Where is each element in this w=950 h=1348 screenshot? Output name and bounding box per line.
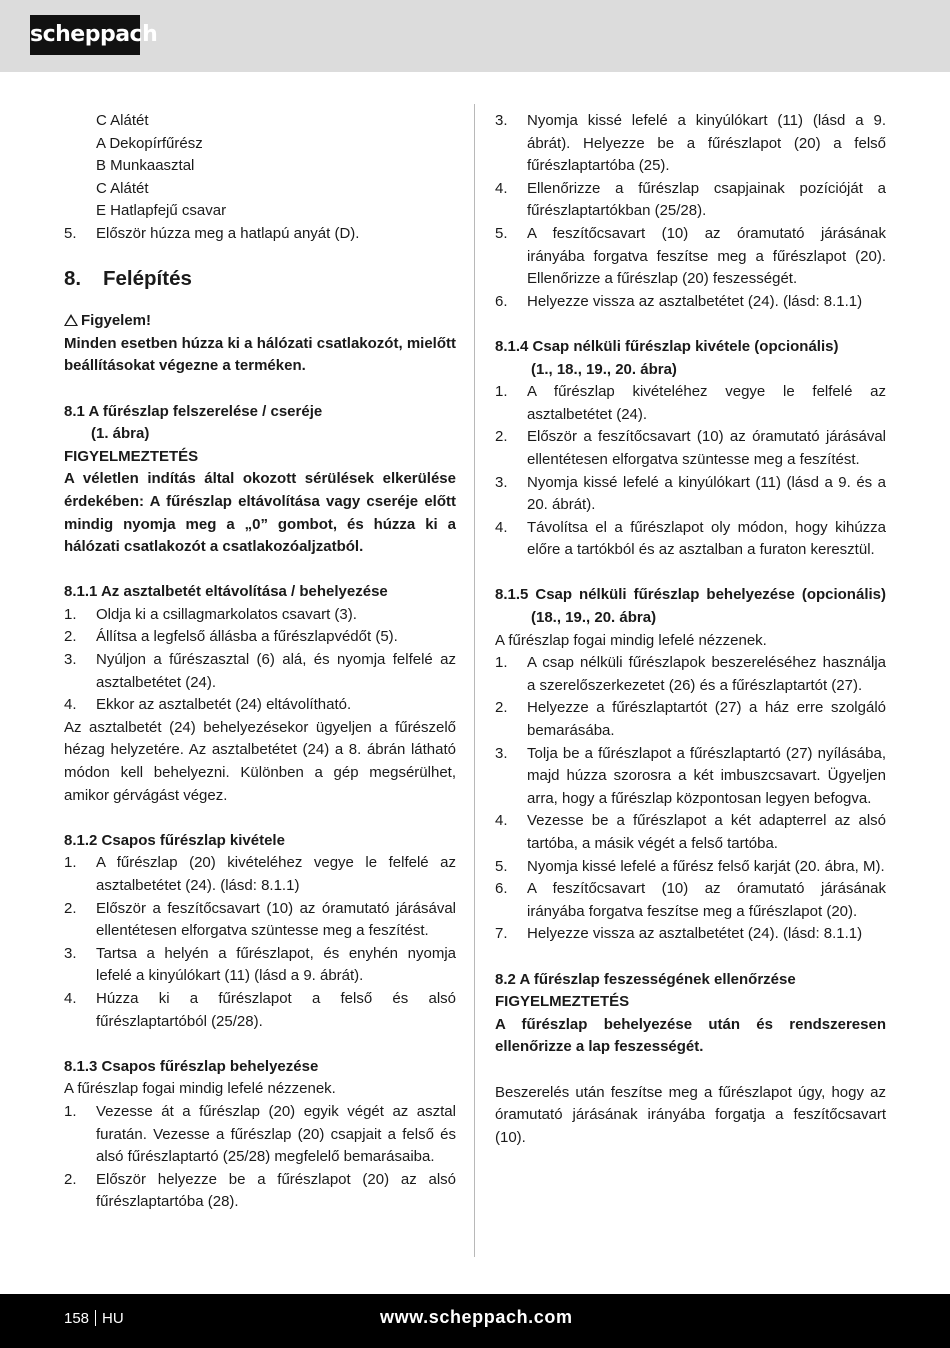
list-text: Ekkor az asztalbetét (24) eltávolítható.	[96, 696, 352, 714]
list-text: Először húzza meg a hatlapú anyát (D).	[96, 224, 360, 242]
list-text: Először a feszítőcsavart (10) az óramutató járásával ellentétesen elforgatva szüntesse meg a feszítést.	[96, 899, 456, 940]
page-header	[0, 0, 950, 72]
list-item	[64, 898, 456, 943]
parts-list-item: A Dekopírfűrész	[96, 134, 203, 152]
page-number	[64, 1310, 124, 1327]
separator	[95, 1310, 96, 1326]
list-text: Oldja ki a csillagmarkolatos csavart (3).	[96, 605, 357, 623]
list-number: 4.	[64, 989, 77, 1007]
list-number: 1.	[64, 1102, 77, 1120]
attention-text: Minden esetben húzza ki a hálózati csatlakozót, mielőtt beállításokat végezne a terméken.	[64, 334, 456, 375]
list-item	[495, 810, 886, 855]
subsection-title-cont: (1. ábra)	[91, 425, 150, 443]
list-text: Helyezze vissza az asztalbetétet (24). (lásd: 8.1.1)	[527, 925, 863, 943]
subsection-title: 8.2 A fűrészlap feszességének ellenőrzése	[495, 970, 796, 988]
list-item	[495, 743, 886, 811]
list-item	[64, 626, 456, 649]
list-item	[495, 697, 886, 742]
parts-list-item: C Alátét	[96, 112, 149, 129]
list-number: 6.	[495, 880, 508, 898]
list-number: 1.	[495, 654, 508, 672]
subsection-title: 8.1.1 Az asztalbetét eltávolítása / behelyezése	[64, 583, 388, 601]
list-number: 4.	[495, 518, 508, 536]
paragraph: Beszerelés után feszítse meg a fűrészlapot úgy, hogy az óramutató járásának irányába forgatja a feszítőcsavart (10).	[495, 1083, 886, 1146]
list-item	[64, 1101, 456, 1169]
list-item	[64, 852, 456, 897]
subsection-title: 8.1.4 Csap nélküli fűrészlap kivétele (opcionális)	[495, 337, 839, 355]
scheppach-logo: scheppach	[30, 15, 140, 55]
list-item	[495, 923, 886, 946]
section-heading	[64, 268, 456, 291]
subsection-title: 8.1.2 Csapos fűrészlap kivétele	[64, 831, 285, 849]
parts-list-item: C Alátét	[96, 179, 149, 197]
list-number: 3.	[495, 112, 508, 129]
list-number: 1.	[495, 383, 508, 401]
list-text: Helyezze vissza az asztalbetétet (24). (lásd: 8.1.1)	[527, 292, 863, 310]
subsection-title: 8.1 A fűrészlap felszerelése / cseréje	[64, 402, 323, 420]
section-number: 8.	[64, 266, 82, 290]
subsection-title: 8.1.5 Csap nélküli fűrészlap behelyezése (opcionális) (18., 19., 20. ábra)	[495, 586, 886, 627]
list-number: 5.	[495, 224, 508, 242]
list-item	[64, 943, 456, 988]
list-number: 1.	[64, 854, 77, 872]
list-item	[495, 381, 886, 426]
subsection-title: 8.1.3 Csapos fűrészlap behelyezése	[64, 1057, 319, 1075]
list-item	[495, 178, 886, 223]
attention-label	[64, 310, 456, 333]
subsection-title-cont: (1., 18., 19., 20. ábra)	[531, 360, 677, 378]
list-number: 3.	[495, 744, 508, 762]
page-footer	[0, 1294, 950, 1348]
warning-label: FIGYELMEZTETÉS	[64, 447, 199, 465]
list-item	[64, 988, 456, 1033]
list-item	[64, 1169, 456, 1214]
list-text: A fűrészlap (20) kivételéhez vegye le felfelé az asztalbetétet (24). (lásd: 8.1.1)	[96, 854, 456, 894]
list-number: 4.	[495, 179, 508, 197]
list-text: A feszítőcsavart (10) az óramutató járásának irányába forgatva feszítse meg a fűrészlapot (20).	[527, 880, 886, 920]
list-text: Ellenőrizze a fűrészlap csapjainak pozícióját a fűrészlaptartókban (25/28).	[527, 179, 886, 220]
list-text: Állítsa a legfelső állásba a fűrészlapvédőt (5).	[96, 628, 398, 646]
left-column	[64, 110, 456, 1214]
list-item	[495, 472, 886, 517]
list-number: 2.	[64, 899, 77, 917]
list-item	[495, 110, 886, 178]
warning-text: A fűrészlap behelyezése után és rendszeresen ellenőrizze a lap feszességét.	[495, 1015, 886, 1056]
list-item	[495, 517, 886, 562]
list-text: Helyezze a fűrészlaptartót (27) a ház erre szolgáló bemarásába.	[527, 699, 886, 740]
list-item	[64, 223, 456, 246]
parts-list-item: B Munkaasztal	[96, 157, 195, 175]
paragraph: A fűrészlap fogai mindig lefelé nézzenek.	[495, 631, 767, 649]
list-text: Húzza ki a fűrészlapot a felső és alsó fűrészlaptartóból (25/28).	[96, 989, 456, 1030]
warning-label: FIGYELMEZTETÉS	[495, 993, 630, 1011]
parts-list-item: E Hatlapfejű csavar	[96, 202, 227, 220]
list-text: A feszítőcsavart (10) az óramutató járásának irányába forgatva feszítse meg a fűrészlapot (20). Ellenőrizze a fűrészlap (20) feszességét.	[527, 224, 886, 288]
list-text: Tolja be a fűrészlapot a fűrészlaptartó (27) nyílásába, majd húzza szorosra a két imbuszcsavart. Ügyeljen arra, hogy a fűrészlap központosan legyen befogva.	[527, 744, 886, 807]
paragraph: Az asztalbetét (24) behelyezésekor ügyeljen a fűrészelő hézag helyzetére. Az asztalbetétet (24) a 8. ábrán látható módon kell behelyezni. Különben a gép megsérülhet, amikor gérvágást végez.	[64, 718, 456, 804]
list-number: 4.	[64, 696, 77, 714]
list-number: 7.	[495, 925, 508, 943]
list-item	[495, 878, 886, 923]
parts-list	[64, 110, 456, 223]
section-title: Felépítés	[103, 266, 192, 290]
list-number: 2.	[495, 428, 508, 446]
list-item	[64, 694, 456, 717]
list-number: 1.	[64, 605, 77, 623]
list-number: 3.	[495, 473, 508, 491]
list-text: Először helyezze be a fűrészlapot (20) az alsó fűrészlaptartóba (28).	[96, 1170, 456, 1211]
list-number: 3.	[64, 944, 77, 962]
list-text: Távolítsa el a fűrészlapot oly módon, hogy kihúzza előre a tartókból és az asztalban a furaton keresztül.	[527, 518, 886, 559]
list-number: 2.	[64, 628, 77, 646]
column-divider	[474, 104, 475, 1257]
list-item	[495, 291, 886, 314]
list-item	[64, 649, 456, 694]
list-item	[495, 652, 886, 697]
list-number: 5.	[64, 224, 77, 242]
language-code: HU	[102, 1310, 124, 1327]
list-number: 5.	[495, 857, 508, 875]
list-number: 4.	[495, 812, 508, 830]
list-item	[64, 604, 456, 627]
list-number: 2.	[64, 1170, 77, 1188]
list-text: Vezesse be a fűrészlapot a két adapterrel az alsó tartóba, a másik végét a felső tartóba.	[527, 812, 886, 852]
list-item	[495, 856, 886, 879]
warning-triangle-icon	[64, 314, 78, 326]
list-text: A csap nélküli fűrészlapok beszereléséhez használja a szerelőszerkezetet (26) és a fűrészlaptartót (27).	[527, 654, 886, 694]
paragraph: A fűrészlap fogai mindig lefelé nézzenek.	[64, 1080, 336, 1098]
list-text: Nyomja kissé lefelé a kinyúlókart (11) (lásd a 9. ábrát). Helyezze be a fűrészlapot (20) a felső fűrészlaptartóba (25).	[527, 112, 886, 175]
list-item	[495, 223, 886, 291]
warning-text: A véletlen indítás által okozott sérülések elkerülése érdekében: A fűrészlap eltávolítása vagy cseréje előtt mindig nyomja meg a „0” gombot, és húzza ki a hálózati csatlakozót a csatlakozóaljzatból.	[64, 470, 456, 556]
page-number-value: 158	[64, 1310, 90, 1327]
attention-label-text: Figyelem!	[81, 312, 152, 330]
list-item	[495, 426, 886, 471]
list-text: Nyomja kissé lefelé a fűrész felső karját (20. ábra, M).	[527, 857, 885, 875]
list-number: 3.	[64, 651, 77, 669]
list-text: Nyomja kissé lefelé a kinyúlókart (11) (lásd a 9. és a 20. ábrát).	[527, 473, 886, 514]
list-number: 2.	[495, 699, 508, 717]
website-link[interactable]: www.scheppach.com	[380, 1307, 573, 1327]
list-text: Tartsa a helyén a fűrészlapot, és enyhén nyomja lefelé a kinyúlókart (11) (lásd a 9. ábrát).	[96, 944, 456, 985]
list-text: Vezesse át a fűrészlap (20) egyik végét az asztal furatán. Vezesse a fűrészlap (20) csapjait a felső és alsó fűrészlaptartó (25/28) megfelelő bemarásaiba.	[96, 1102, 456, 1166]
list-text: A fűrészlap kivételéhez vegye le felfelé az asztalbetétet (24).	[527, 383, 886, 423]
right-column	[495, 110, 886, 1149]
list-text: Először a feszítőcsavart (10) az óramutató járásával ellentétesen elforgatva szüntesse meg a feszítést.	[527, 428, 886, 468]
list-number: 6.	[495, 292, 508, 310]
list-text: Nyúljon a fűrészasztal (6) alá, és nyomja felfelé az asztalbetétet (24).	[96, 651, 456, 691]
